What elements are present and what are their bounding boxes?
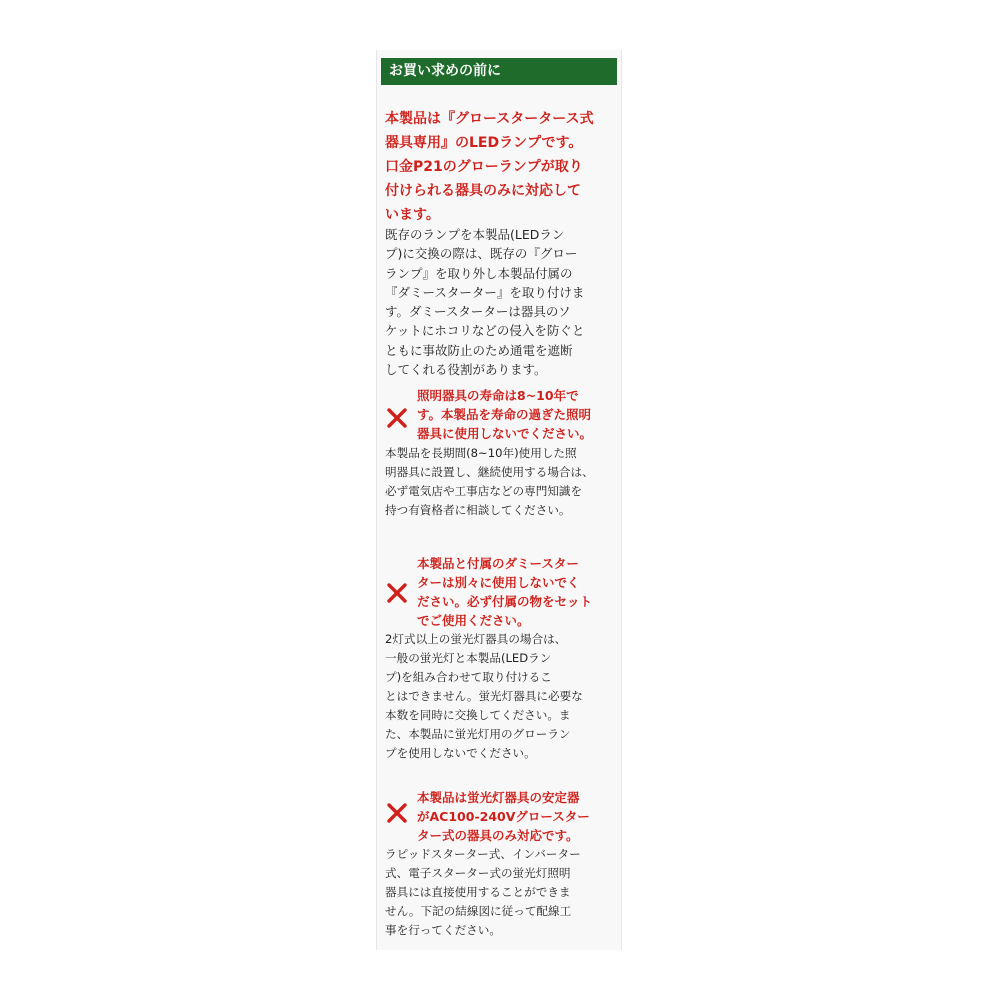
intro-paragraph: 既存のランプを本製品(LEDラン プ)に交換の際は、既存の『グロー ランプ』を取り外し本製品付属の 『ダミースターター』を取り付けま す。ダミースターターは器具のソ ケットにホコリなどの侵入を防ぐと ともに事故防止のため通電を遮断 してくれる役割があります。 bbox=[385, 227, 585, 378]
cross-icon bbox=[386, 407, 408, 429]
warning-1-body: 本製品を長期間(8~10年)使用した照 明器具に設置し、継続使用する場合は、 必ず電気店や工事店などの専門知識を 持つ有資格者に相談してください。 bbox=[385, 446, 594, 517]
warning-1-title: 照明器具の寿命は8~10年で す。本製品を寿命の過ぎた照明 器具に使用しないでください。 bbox=[417, 388, 593, 441]
lead-notice: 本製品は『グロースタータース式 器具専用』のLEDランプです。 口金P21のグローランプが取り 付けられる器具のみに対応して います。 bbox=[385, 111, 594, 223]
warning-2-body: 2灯式以上の蛍光灯器具の場合は、 一般の蛍光灯と本製品(LEDラン プ)を組み合わせて取り付けるこ とはできません。蛍光灯器具に必要な 本数を同時に交換してください。ま た、本製品に蛍光灯用のグローラン プを使用しないでください。 bbox=[385, 632, 583, 760]
warning-3-body: ラピッドスターター式、インバーター 式、電子スターター式の蛍光灯照明 器具には直接使用することができま せん。下記の結線図に従って配線工 事を行ってください。 bbox=[385, 847, 581, 937]
warning-2-title: 本製品と付属のダミースター ターは別々に使用しないでく ださい。必ず付属の物をセット でご使用ください。 bbox=[417, 556, 593, 628]
cross-icon bbox=[386, 802, 408, 824]
cross-icon bbox=[386, 582, 408, 604]
section-header: お買い求めの前に bbox=[381, 58, 617, 85]
warning-3-title: 本製品は蛍光灯器具の安定器 がAC100-240Vグロースター ター式の器具のみ対応です。 bbox=[417, 790, 590, 843]
package-side-panel bbox=[376, 50, 622, 950]
